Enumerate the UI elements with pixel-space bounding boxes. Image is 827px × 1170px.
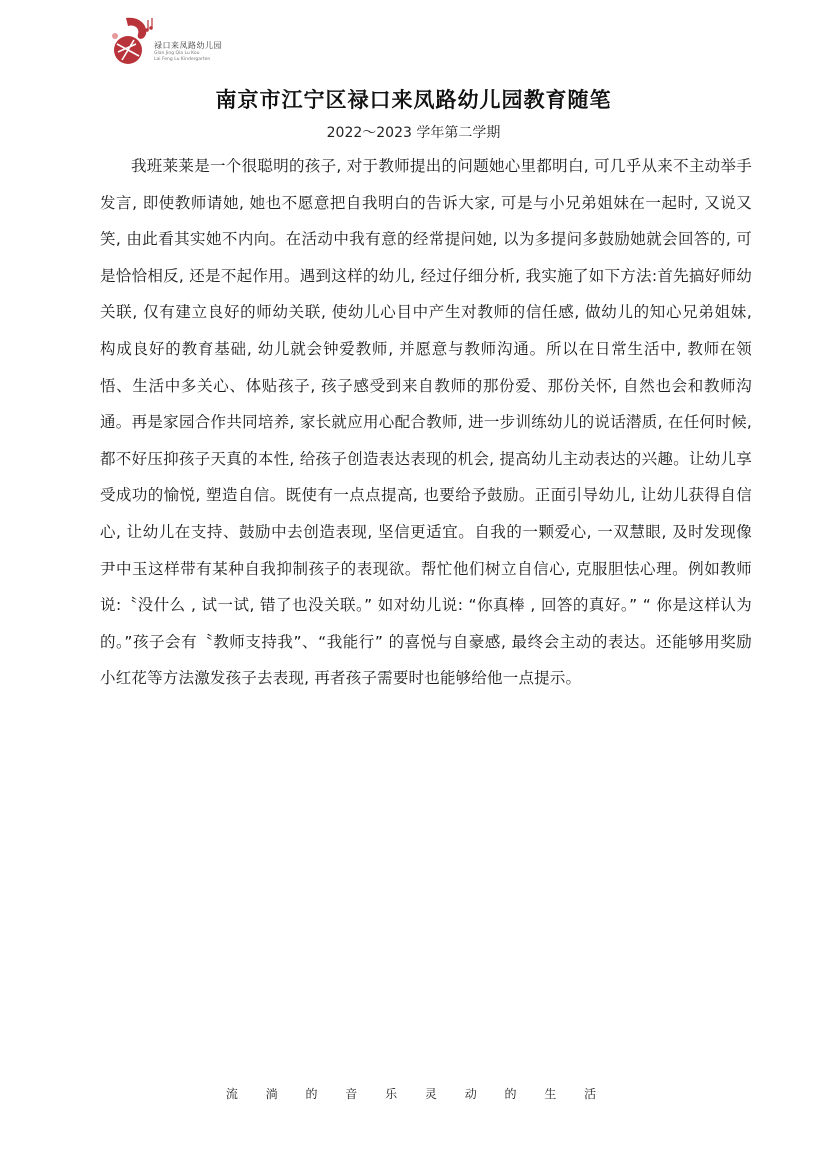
footer-slogan: 流 淌 的 音 乐 灵 动 的 生 活 [225, 1087, 602, 1101]
logo-text [154, 40, 222, 63]
document-title: 南京市江宁区禄口来凤路幼儿园教育随笔 [215, 88, 612, 112]
logo-english-line-1: Glan Jing Qia Lu Kou [154, 51, 200, 56]
logo-english-line-2: Lai Feng Lu Kindergarten [154, 57, 211, 62]
kindergarten-logo-icon [108, 14, 158, 66]
essay-body: 我班莱莱是一个很聪明的孩子, 对于教师提出的问题她心里都明白, 可几乎从来不主动举手发言, 即使教师请她, 她也不愿意把自我明白的告诉大家, 可是与小兄弟姐妹在一起时, 又说又笑, 由此看其实她不内向。在活动中我有意的经常提问她, 以为多提问多鼓励她就会回答的, 可是恰恰相反, 还是不起作用。遇到这样的幼儿, 经过仔细分析, 我实施了如下方法:首先搞好师幼关联, 仅有建立良好的师幼关联, 使幼儿心目中产生对教师的信任感, 做幼儿的知心兄弟姐妹, 构成良好的教育基础, 幼儿就会钟爱教师, 并愿意与教师沟通。所以在日常生活中, 教师在领悟、生活中多关心、体贴孩子, 孩子感受到来自教师的那份爱、那份关怀, 自然也会和教师沟通。再是家园合作共同培养, 家长就应用心配合教师, 进一步训练幼儿的说话潜质, 在任何时候, 都不好压抑孩子天真的本性, 给孩子创造表达表现的机会, 提高幼儿主动表达的兴趣。让幼儿享受成功的愉悦, 塑造自信。既使有一点点提高, 也要给予鼓励。正面引导幼儿, 让幼儿获得自信心, 让幼儿在支持、鼓励中去创造表现, 坚信更适宜。自我的一颗爱心, 一双慧眼, 及时发现像尹中玉这样带有某种自我抑制孩子的表现欲。帮忙他们树立自信心, 克服胆怯心理。例如教师说:〝没什么 , 试一试, 错了也没关联。” 如对幼儿说: “你真棒 , 回答的真好。” “ 你是这样认为的。”孩子会有〝教师支持我”、“我能行” 的喜悦与自豪感, 最终会主动的表达。还能够用奖励小红花等方法激发孩子去表现, 再者孩子需要时也能够给他一点提示。 [100, 157, 752, 688]
logo-school-name: 禄口来凤路幼儿园 [154, 41, 222, 50]
document-term: 2022～2023 学年第二学期 [326, 125, 501, 141]
school-logo [108, 14, 238, 70]
